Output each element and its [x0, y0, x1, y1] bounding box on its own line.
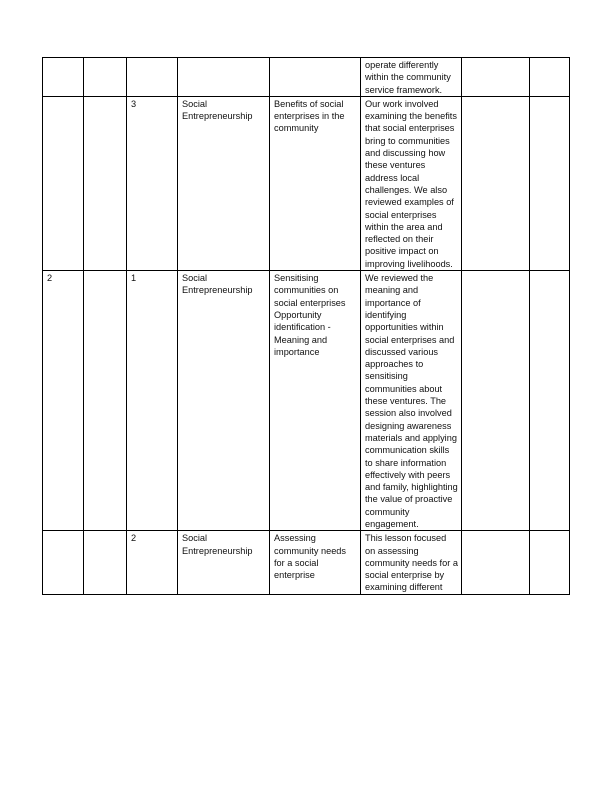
sub-strand-cell — [270, 58, 361, 97]
strand-cell: Social Entrepreneurship — [178, 271, 270, 531]
table-row — [43, 96, 570, 270]
table-row — [43, 531, 570, 594]
empty-cell — [462, 58, 530, 97]
lesson-cell: 2 — [127, 531, 178, 594]
empty-cell — [462, 271, 530, 531]
week-cell — [43, 96, 84, 270]
reflection-cell: This lesson focused on assessing community needs for a social enterprise by examining different — [361, 531, 462, 594]
sub-strand-cell: Assessing community needs for a social enterprise — [270, 531, 361, 594]
empty-cell — [530, 96, 570, 270]
empty-cell — [530, 58, 570, 97]
blank-cell — [84, 271, 127, 531]
empty-cell — [530, 271, 570, 531]
strand-cell: Social Entrepreneurship — [178, 96, 270, 270]
strand-cell: Social Entrepreneurship — [178, 531, 270, 594]
strand-cell — [178, 58, 270, 97]
week-cell — [43, 531, 84, 594]
lesson-log-table — [42, 57, 570, 595]
lesson-cell: 3 — [127, 96, 178, 270]
blank-cell — [84, 531, 127, 594]
lesson-cell: 1 — [127, 271, 178, 531]
reflection-cell: operate differently within the community service framework. — [361, 58, 462, 97]
empty-cell — [530, 531, 570, 594]
week-cell — [43, 58, 84, 97]
sub-strand-cell: Sensitising communities on social enterprises Opportunity identification - Meaning and importance — [270, 271, 361, 531]
empty-cell — [462, 531, 530, 594]
table-row — [43, 58, 570, 97]
empty-cell — [462, 96, 530, 270]
reflection-cell: We reviewed the meaning and importance of identifying opportunities within social enterprises and discussed various approaches to sensitising communities about these ventures. The session also involved designing awareness materials and applying communication skills to share information effectively with peers and family, highlighting the value of proactive community engagement. — [361, 271, 462, 531]
blank-cell — [84, 58, 127, 97]
week-cell: 2 — [43, 271, 84, 531]
lesson-cell — [127, 58, 178, 97]
table-row — [43, 271, 570, 531]
sub-strand-cell: Benefits of social enterprises in the community — [270, 96, 361, 270]
reflection-cell: Our work involved examining the benefits that social enterprises bring to communities and discussing how these ventures address local challenges. We also reviewed examples of social enterprises within the area and reflected on their positive impact on improving livelihoods. — [361, 96, 462, 270]
blank-cell — [84, 96, 127, 270]
